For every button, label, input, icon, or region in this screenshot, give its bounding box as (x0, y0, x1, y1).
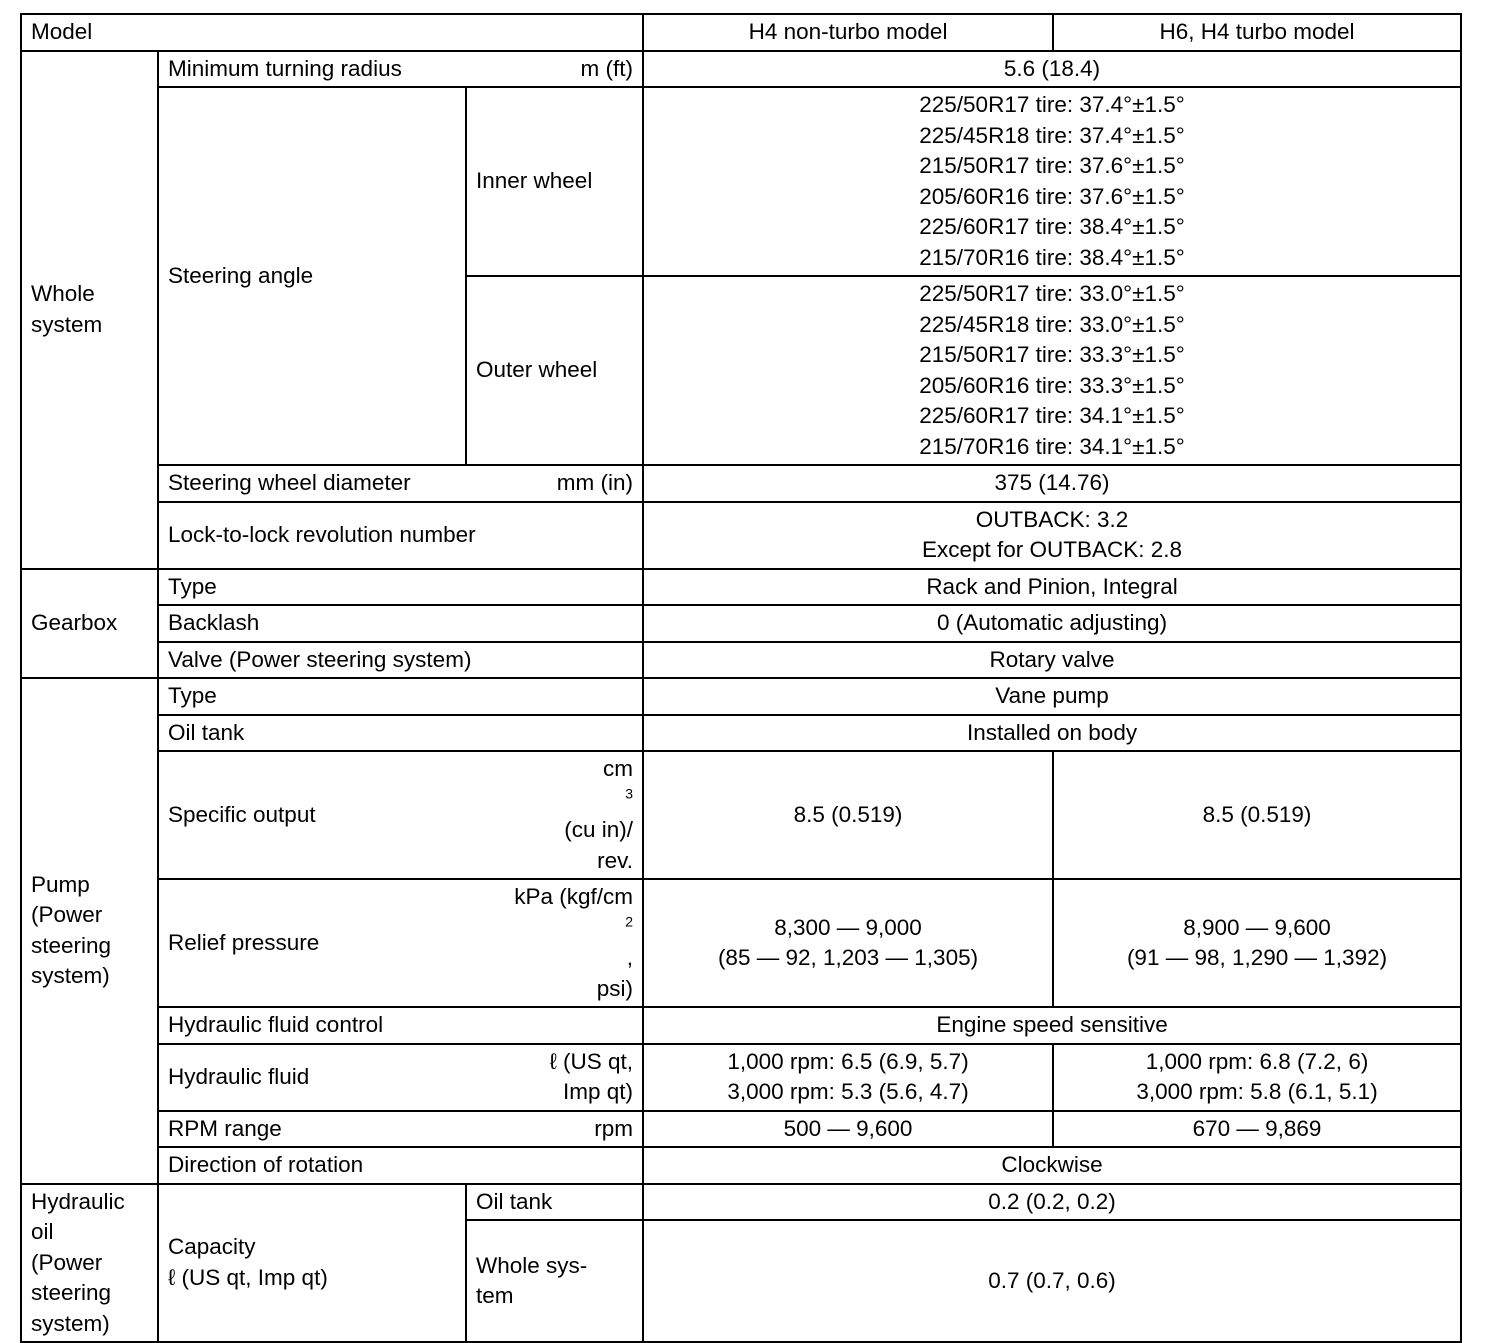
h6-h4-turbo-header: H6, H4 turbo model (1053, 14, 1461, 51)
relief-pressure-value-a: 8,300 — 9,000 (85 — 92, 1,203 — 1,305) (643, 879, 1053, 1007)
relief-pressure-value-b: 8,900 — 9,600 (91 — 98, 1,290 — 1,392) (1053, 879, 1461, 1007)
rotation-direction-label: Direction of rotation (158, 1147, 643, 1184)
header-row (21, 14, 1461, 51)
backlash-label: Backlash (158, 605, 643, 642)
whole-system-group: Whole system (21, 51, 158, 569)
capacity-oil-tank-row (21, 1184, 1461, 1221)
gearbox-group: Gearbox (21, 569, 158, 679)
specific-output-value-a: 8.5 (0.519) (643, 751, 1053, 879)
specific-output-value-b: 8.5 (0.519) (1053, 751, 1461, 879)
relief-pressure-row (21, 879, 1461, 1007)
capacity-whole-system-label: Whole sys- tem (466, 1220, 643, 1342)
turning-radius-row (21, 51, 1461, 88)
outer-wheel-values: 225/50R17 tire: 33.0°±1.5° 225/45R18 tire: 33.0°±1.5° 215/50R17 tire: 33.3°±1.5° 205/60R16 tire: 33.3°±1.5° 225/60R17 tire: 34.1°±1.5° 215/70R16 tire: 34.1°±1.5° (643, 276, 1461, 465)
valve-label: Valve (Power steering system) (158, 642, 643, 679)
steering-wheel-diameter-label: Steering wheel diameter mm (in) (158, 465, 643, 502)
steering-angle-label: Steering angle (158, 87, 466, 465)
outer-wheel-label: Outer wheel (466, 276, 643, 465)
pump-oil-tank-value: Installed on body (643, 715, 1461, 752)
backlash-value: 0 (Automatic adjusting) (643, 605, 1461, 642)
rpm-range-value-b: 670 — 9,869 (1053, 1111, 1461, 1148)
rpm-range-label: RPM range rpm (158, 1111, 643, 1148)
hydraulic-fluid-value-b: 1,000 rpm: 6.8 (7.2, 6) 3,000 rpm: 5.8 (6.1, 5.1) (1053, 1044, 1461, 1111)
capacity-oil-tank-value: 0.2 (0.2, 0.2) (643, 1184, 1461, 1221)
hydraulic-oil-group: Hydraulic oil (Power steering system) (21, 1184, 158, 1343)
pump-group: Pump (Power steering system) (21, 678, 158, 1184)
relief-pressure-label: Relief pressure kPa (kgf/cm $^2$ , psi) (158, 879, 643, 1007)
turning-radius-label: Minimum turning radius m (ft) (158, 51, 643, 88)
h4-non-turbo-header: H4 non-turbo model (643, 14, 1053, 51)
gearbox-type-row (21, 569, 1461, 606)
hydraulic-fluid-row (21, 1044, 1461, 1111)
pump-type-value: Vane pump (643, 678, 1461, 715)
fluid-control-row (21, 1007, 1461, 1044)
capacity-whole-system-value: 0.7 (0.7, 0.6) (643, 1220, 1461, 1342)
rpm-range-row (21, 1111, 1461, 1148)
steering-wheel-diameter-value: 375 (14.76) (643, 465, 1461, 502)
rotation-direction-row (21, 1147, 1461, 1184)
fluid-control-value: Engine speed sensitive (643, 1007, 1461, 1044)
valve-value: Rotary valve (643, 642, 1461, 679)
hydraulic-fluid-label: Hydraulic fluid ℓ (US qt, Imp qt) (158, 1044, 643, 1111)
steering-wheel-diameter-row (21, 465, 1461, 502)
capacity-label: Capacity ℓ (US qt, Imp qt) (158, 1184, 466, 1343)
pump-oil-tank-label: Oil tank (158, 715, 643, 752)
rpm-range-value-a: 500 — 9,600 (643, 1111, 1053, 1148)
gearbox-type-label: Type (158, 569, 643, 606)
specifications-table (20, 13, 1462, 1343)
lock-to-lock-row (21, 502, 1461, 569)
inner-wheel-row (21, 87, 1461, 276)
inner-wheel-label: Inner wheel (466, 87, 643, 276)
specific-output-label: Specific output cm $^3$ (cu in)/ rev. (158, 751, 643, 879)
pump-oil-tank-row (21, 715, 1461, 752)
hydraulic-fluid-value-a: 1,000 rpm: 6.5 (6.9, 5.7) 3,000 rpm: 5.3 (5.6, 4.7) (643, 1044, 1053, 1111)
fluid-control-label: Hydraulic fluid control (158, 1007, 643, 1044)
inner-wheel-values: 225/50R17 tire: 37.4°±1.5° 225/45R18 tire: 37.4°±1.5° 215/50R17 tire: 37.6°±1.5° 205/60R16 tire: 37.6°±1.5° 225/60R17 tire: 38.4°±1.5° 215/70R16 tire: 38.4°±1.5° (643, 87, 1461, 276)
turning-radius-value: 5.6 (18.4) (643, 51, 1461, 88)
pump-type-row (21, 678, 1461, 715)
backlash-row (21, 605, 1461, 642)
gearbox-type-value: Rack and Pinion, Integral (643, 569, 1461, 606)
rotation-direction-value: Clockwise (643, 1147, 1461, 1184)
pump-type-label: Type (158, 678, 643, 715)
model-header: Model (21, 14, 643, 51)
valve-row (21, 642, 1461, 679)
specific-output-row (21, 751, 1461, 879)
lock-to-lock-values: OUTBACK: 3.2 Except for OUTBACK: 2.8 (643, 502, 1461, 569)
capacity-oil-tank-label: Oil tank (466, 1184, 643, 1221)
lock-to-lock-label: Lock-to-lock revolution number (158, 502, 643, 569)
